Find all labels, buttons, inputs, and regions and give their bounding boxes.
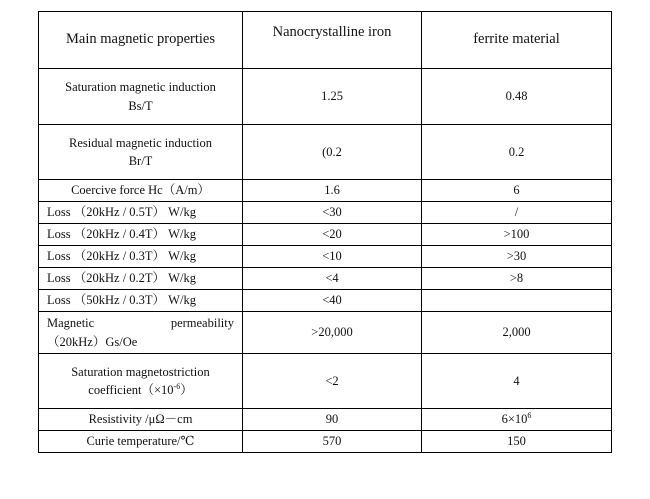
nano-value: 570 xyxy=(243,431,422,453)
nano-value: >20,000 xyxy=(243,312,422,354)
ferrite-value: 0.48 xyxy=(422,69,612,125)
nano-value: <30 xyxy=(243,202,422,224)
ferrite-value: 150 xyxy=(422,431,612,453)
property-cell: Residual magnetic induction Br/T xyxy=(39,125,243,180)
property-cell: Loss （20kHz / 0.3T） W/kg xyxy=(39,246,243,268)
ferrite-value xyxy=(422,290,612,312)
nano-value: 90 xyxy=(243,409,422,431)
nano-value: <20 xyxy=(243,224,422,246)
property-cell: Loss （20kHz / 0.2T） W/kg xyxy=(39,268,243,290)
ferrite-value: >100 xyxy=(422,224,612,246)
nano-value: <10 xyxy=(243,246,422,268)
ferrite-value: >8 xyxy=(422,268,612,290)
nano-value: 1.25 xyxy=(243,69,422,125)
property-cell: Loss （20kHz / 0.5T） W/kg xyxy=(39,202,243,224)
header-property: Main magnetic properties xyxy=(39,12,243,69)
ferrite-value: $6\times 10^6$ xyxy=(422,409,612,431)
ferrite-value: 6 xyxy=(422,180,612,202)
property-cell: Loss （50kHz / 0.3T） W/kg xyxy=(39,290,243,312)
table-row xyxy=(39,202,612,224)
table-row xyxy=(39,409,612,431)
header-nanocrystalline: Nanocrystalline iron xyxy=(243,12,422,69)
ferrite-value: >30 xyxy=(422,246,612,268)
table-row xyxy=(39,354,612,409)
table-row xyxy=(39,431,612,453)
property-cell: Saturation magnetic induction Bs/T xyxy=(39,69,243,125)
nano-value: 1.6 xyxy=(243,180,422,202)
table-row xyxy=(39,180,612,202)
table-row xyxy=(39,125,612,180)
property-cell: Resistivity /μΩ－cm xyxy=(39,409,243,431)
property-cell: Coercive force Hc（A/m） xyxy=(39,180,243,202)
property-cell: Magnetic permeability （20kHz）Gs/Oe xyxy=(39,312,243,354)
table-row xyxy=(39,268,612,290)
table-row xyxy=(39,246,612,268)
table-row xyxy=(39,69,612,125)
ferrite-value: / xyxy=(422,202,612,224)
magnetic-properties-table xyxy=(38,11,612,453)
property-cell: Curie temperature/℃ xyxy=(39,431,243,453)
nano-value: <2 xyxy=(243,354,422,409)
header-ferrite: ferrite material xyxy=(422,12,612,69)
property-cell: Saturation magnetostriction $coefficient(\times 10^{-6})$ xyxy=(39,354,243,409)
ferrite-value: 4 xyxy=(422,354,612,409)
nano-value: <40 xyxy=(243,290,422,312)
ferrite-value: 2,000 xyxy=(422,312,612,354)
table-row xyxy=(39,224,612,246)
nano-value: <4 xyxy=(243,268,422,290)
header-row xyxy=(39,12,612,69)
property-cell: Loss （20kHz / 0.4T） W/kg xyxy=(39,224,243,246)
table-row xyxy=(39,290,612,312)
nano-value: (0.2 xyxy=(243,125,422,180)
table-row xyxy=(39,312,612,354)
ferrite-value: 0.2 xyxy=(422,125,612,180)
